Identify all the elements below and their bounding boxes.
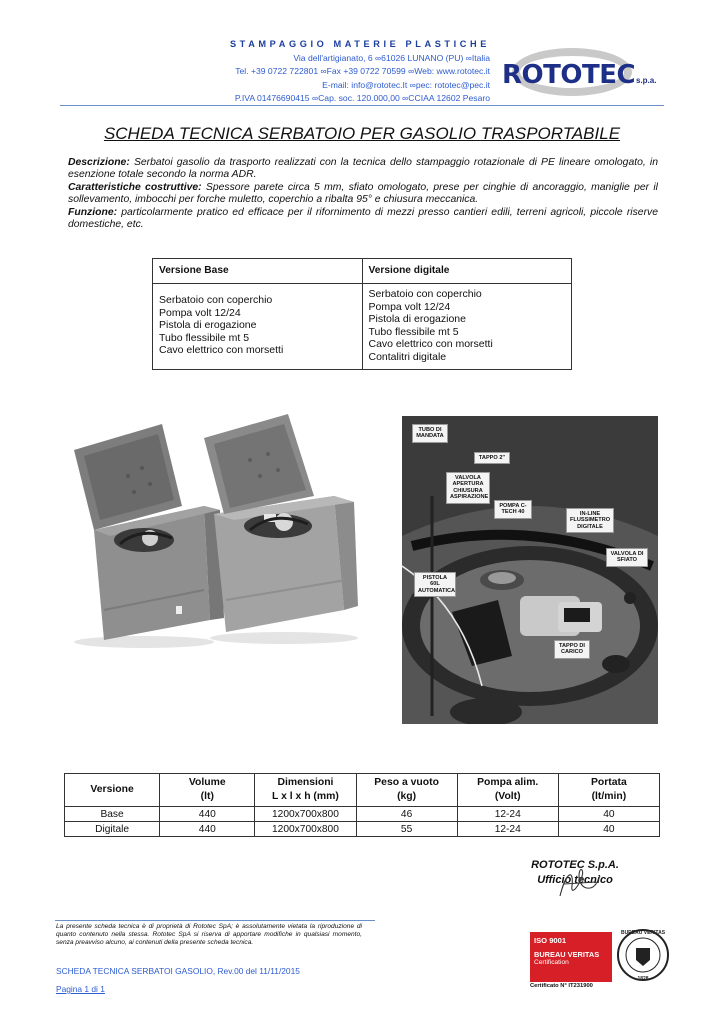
col-peso-label: Peso a vuoto [374, 777, 439, 788]
cell-portata: 40 [558, 807, 659, 822]
col-volume [160, 774, 255, 807]
iso-label: ISO 9001 [534, 936, 567, 945]
cell-portata: 40 [558, 822, 659, 837]
cell-pompa: 12-24 [457, 807, 558, 822]
callout-flussimetro: IN-LINE FLUSSIMETRO DIGITALE [566, 508, 614, 533]
base-version-items [153, 284, 363, 370]
base-version-header: Versione Base [153, 259, 363, 284]
letterhead [60, 30, 664, 106]
tax-line: P.IVA 01476690415 ∞Cap. soc. 120.000,00 ∞CCIAA 12602 Pesaro [234, 93, 490, 103]
cell-dimensioni: 1200x700x800 [255, 822, 356, 837]
list-item: Tubo flessibile mt 5 [368, 325, 459, 338]
col-versione: Versione [65, 774, 160, 807]
logo-wordmark: ROTOTEC [502, 60, 636, 90]
callout-pistola: PISTOLA 60L AUTOMATICA [414, 572, 456, 597]
iso-certification-box [530, 932, 612, 982]
col-pompa-label: Pompa alim. [477, 777, 539, 788]
certification-badge [530, 920, 670, 994]
specs-table [64, 773, 660, 837]
list-item: Pistola di erogazione [159, 319, 257, 331]
rototec-logo [502, 42, 664, 102]
logo-suffix: s.p.a. [636, 76, 657, 85]
document-title: SCHEDA TECNICA SERBATOIO PER GASOLIO TRASPORTABILE [103, 124, 621, 143]
col-pompa [457, 774, 558, 807]
description-text: Serbatoi gasolio da trasporto realizzati con la tecnica dello stampaggio rotazionale di PE lineare omologato, in esenzione totale secondo la norma ADR. [68, 157, 658, 181]
features-text: Spessore parete circa 5 mm, sfiato omologato, prese per cinghie di ancoraggio, maniglie per il sollevamento, imbocchi per forche muletto, coperchio a ribalta 95° e chiusura meccanica. [68, 181, 658, 206]
function-text: particolarmente pratico ed efficace per il rifornimento di mezzi presso cantieri edili, terreni agricoli, piccole riserve domestiche, etc. [68, 206, 658, 231]
col-pompa-unit: (Volt) [494, 791, 521, 802]
table-row [65, 822, 660, 837]
list-item: Serbatoio con coperchio [159, 294, 273, 306]
document-reference: SCHEDA TECNICA SERBATOI GASOLIO, Rev.00 del 11/11/2015 [56, 966, 300, 976]
col-volume-unit: (lt) [200, 791, 214, 802]
digital-version-items [362, 284, 572, 370]
cell-pompa: 12-24 [457, 822, 558, 837]
footer-divider [55, 920, 375, 921]
tanks-product-photo [64, 410, 364, 650]
list-item: Serbatoio con coperchio [368, 288, 482, 300]
table-row [65, 807, 660, 822]
pump-detail-photo [402, 416, 658, 724]
seal-year: 1828 [637, 976, 649, 982]
certificate-number: Certificato N° IT231900 [530, 983, 593, 989]
callout-valvola-aspirazione: VALVOLA APERTURA CHIUSURA ASPIRAZIONE [446, 472, 490, 504]
digital-tank-illustration [204, 414, 358, 644]
callout-valvola-sfiato: VALVOLA DI SFIATO [606, 548, 648, 567]
list-item: Pompa volt 12/24 [159, 306, 241, 319]
callout-tappo-2: TAPPO 2" [474, 452, 510, 464]
callout-tappo-carico: TAPPO DI CARICO [554, 640, 590, 659]
cell-versione: Base [65, 807, 160, 822]
list-item: Cavo elettrico con morsetti [159, 344, 284, 356]
company-tagline: STAMPAGGIO MATERIE PLASTICHE [229, 39, 490, 49]
list-item: Pistola di erogazione [368, 313, 466, 325]
bureau-veritas-label: BUREAU VERITAS [534, 950, 600, 959]
cell-peso: 55 [356, 822, 457, 837]
col-portata-unit: (lt/min) [591, 791, 627, 802]
cell-dimensioni: 1200x700x800 [255, 807, 356, 822]
col-dimensioni-unit: L x l x h (mm) [272, 791, 339, 802]
signature-office: Ufficio tecnico [537, 874, 613, 886]
bureau-veritas-seal-icon [616, 922, 670, 988]
signature-company: ROTOTEC S.p.A. [531, 859, 619, 871]
list-item: Cavo elettrico con morsetti [368, 338, 493, 350]
col-portata-label: Portata [590, 777, 627, 788]
cell-volume: 440 [160, 807, 255, 822]
col-peso-unit: (kg) [397, 791, 417, 802]
list-item: Contalitri digitale [368, 350, 447, 363]
digital-version-header: Versione digitale [362, 259, 572, 284]
col-dimensioni [255, 774, 356, 807]
description-block [68, 157, 658, 231]
seal-text: BUREAU VERITAS [620, 930, 666, 936]
list-item: Tubo flessibile mt 5 [159, 331, 250, 344]
callout-pompa: POMPA C-TECH 40 [494, 500, 532, 519]
phone-line: Tel. +39 0722 722801 ∞Fax +39 0722 70599 ∞Web: www.rototec.it [235, 66, 490, 76]
col-volume-label: Volume [188, 777, 226, 788]
company-address [60, 38, 490, 106]
legal-disclaimer: La presente scheda tecnica è di proprietà di Rototec SpA; è assolutamente vietata la riproduzione di quanto contenuto nella stessa. Rototec SpA si riserva di apportare modifiche in qualsiasi momento, senza preavviso alcuno, ai contenuti della presente scheda tecnica. [56, 923, 362, 947]
features-label: Caratteristiche costruttive: [68, 181, 202, 193]
col-portata [558, 774, 659, 807]
cell-peso: 46 [356, 807, 457, 822]
versions-table [152, 258, 572, 370]
pump-detail-illustration [402, 416, 658, 724]
col-peso [356, 774, 457, 807]
page-number: Pagina 1 di 1 [56, 984, 105, 994]
base-tank-illustration [74, 424, 224, 648]
function-label: Funzione: [68, 206, 118, 218]
list-item: Pompa volt 12/24 [368, 300, 451, 313]
col-dimensioni-label: Dimensioni [277, 777, 334, 788]
address-line: Via dell'artigianato, 6 ∞61026 LUNANO (PU) ∞Italia [293, 52, 490, 63]
handwritten-signature [556, 866, 602, 902]
email-line: E-mail: info@rototec.It ∞pec: rototec@pec.it [322, 79, 490, 90]
certification-label: Certification [534, 959, 569, 966]
description-label: Descrizione: [68, 157, 130, 168]
cell-volume: 440 [160, 822, 255, 837]
cell-versione: Digitale [65, 822, 160, 837]
callout-tubo-mandata: TUBO DI MANDATA [412, 424, 448, 443]
